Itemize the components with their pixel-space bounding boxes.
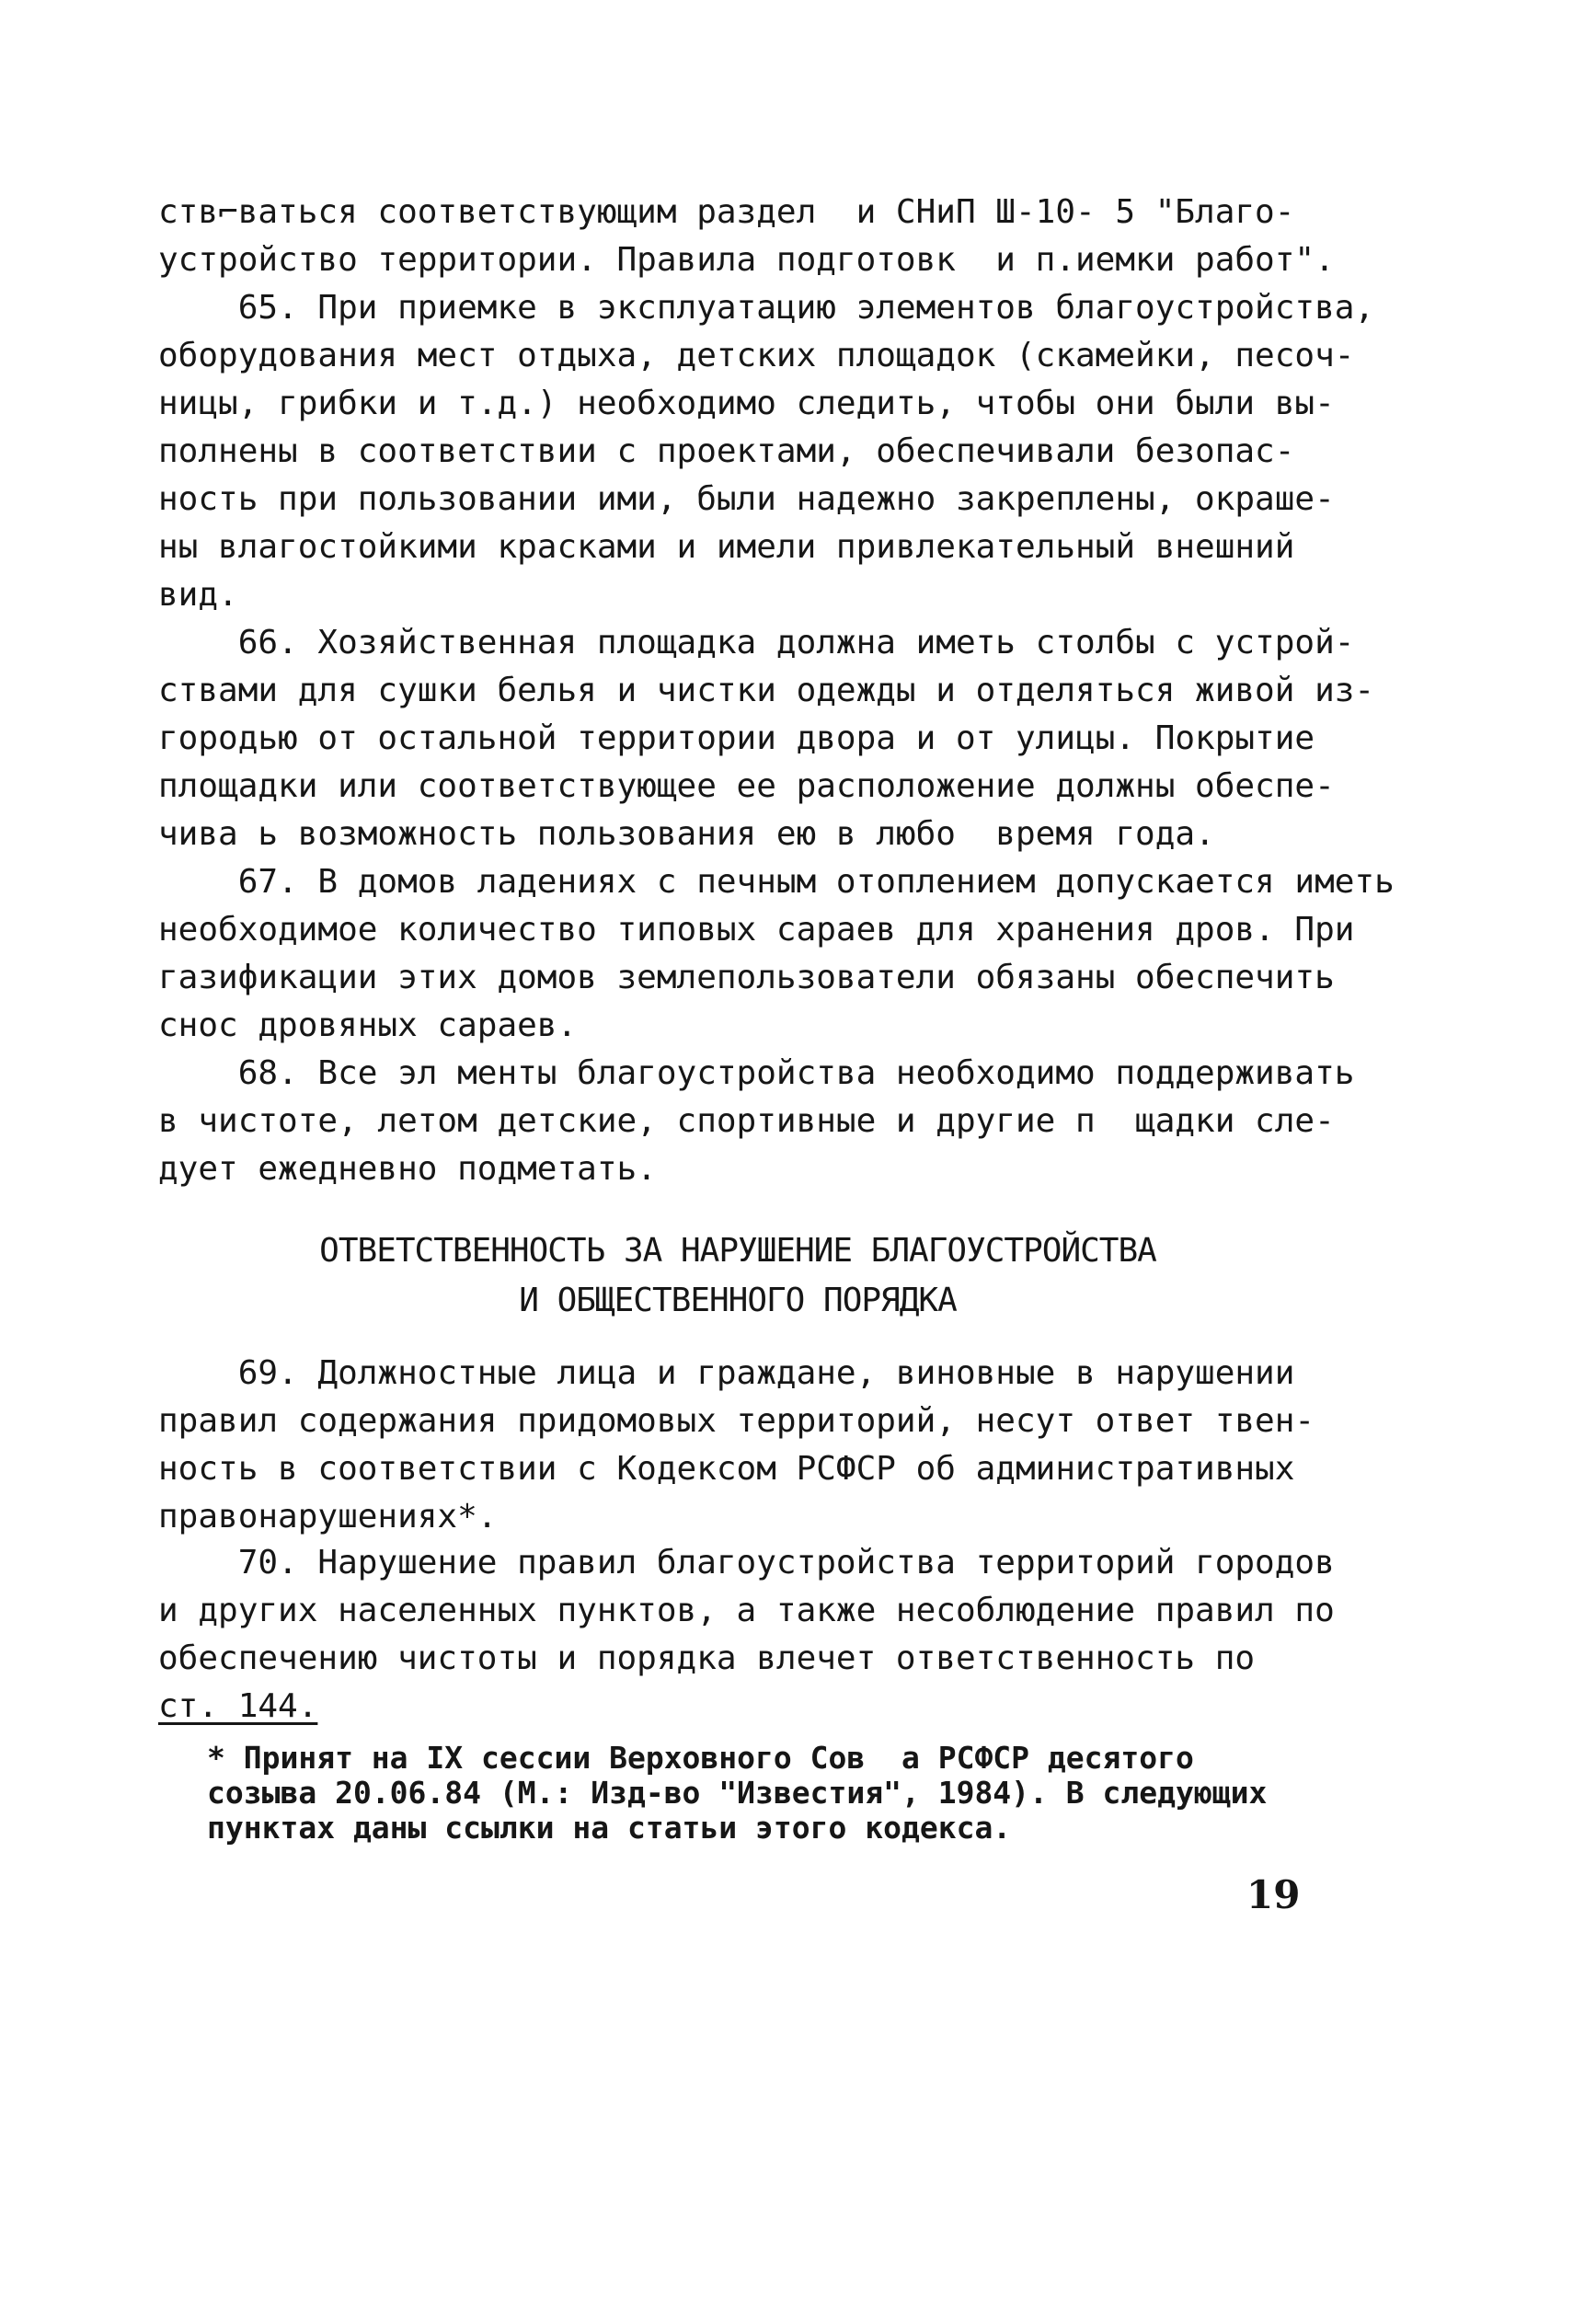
carryover-paragraph — [158, 189, 1335, 284]
text-line: необходимое количество типовых сараев для хранения дров. При — [158, 911, 1355, 949]
text-line: ны влагостойкими красками и имели привлекательный внешний — [158, 528, 1295, 566]
text-line: ствами для сушки белья и чистки одежды и отделяться живой из- — [158, 672, 1375, 709]
article-reference: ст. 144. — [158, 1687, 318, 1725]
text-line: 70. Нарушение правил благоустройства территорий городов — [158, 1544, 1335, 1582]
text-line: 67. В домов ладениях с печным отоплением допускается иметь — [158, 863, 1395, 901]
footnote-line: пунктах даны ссылки на статьи этого кодекса. — [207, 1810, 1012, 1846]
text-line: 68. Все эл менты благоустройства необходимо поддерживать — [158, 1054, 1355, 1092]
text-line: чива ь возможность пользования ею в любо время года. — [158, 815, 1215, 853]
text-line: ность в соответствии с Кодексом РСФСР об административных — [158, 1450, 1295, 1488]
text-line: устройство территории. Правила подготовк и п.иемки работ". — [158, 241, 1335, 279]
footnote-line: созыва 20.06.84 (М.: Изд-во "Известия", 1984). В следующих — [207, 1775, 1268, 1811]
section-heading — [158, 1226, 1317, 1326]
text-line: ницы, грибки и т.д.) необходимо следить, чтобы они были вы- — [158, 385, 1335, 422]
paragraph-66 — [158, 619, 1375, 858]
text-line: вид. — [158, 576, 238, 614]
text-line: правил содержания придомовых территорий, несут ответ твен- — [158, 1402, 1315, 1440]
text-line: правонарушениях*. — [158, 1498, 498, 1536]
text-line: дует ежедневно подметать. — [158, 1150, 657, 1188]
text-line: снос дровяных сараев. — [158, 1006, 578, 1044]
text-line: 66. Хозяйственная площадка должна иметь столбы с устрой- — [158, 624, 1355, 661]
paragraph-65 — [158, 284, 1375, 619]
text-line: ств⌐ваться соответствующим раздел и СНиП Ш-10- 5 "Благо- — [158, 193, 1295, 231]
text-line: газификации этих домов землепользователи обязаны обеспечить — [158, 959, 1335, 996]
paragraph-68 — [158, 1050, 1355, 1193]
paragraph-70 — [158, 1539, 1335, 1731]
footnote — [207, 1741, 1311, 1846]
text-line: обеспечению чистоты и порядка влечет ответственность по — [158, 1639, 1256, 1677]
text-line: 65. При приемке в эксплуатацию элементов благоустройства, — [158, 289, 1375, 327]
text-line: 69. Должностные лица и граждане, виновные в нарушении — [158, 1354, 1295, 1392]
text-line: оборудования мест отдыха, детских площадок (скамейки, песоч- — [158, 337, 1355, 374]
text-line: городью от остальной территории двора и от улицы. Покрытие — [158, 719, 1315, 757]
text-line: и других населенных пунктов, а также несоблюдение правил по — [158, 1592, 1335, 1629]
text-line: площадки или соответствующее ее расположение должны обеспе- — [158, 767, 1335, 805]
heading-line: И ОБЩЕСТВЕННОГО ПОРЯДКА — [519, 1282, 957, 1319]
footnote-line: * Принят на IX сессии Верховного Сов а РСФСР десятого — [207, 1740, 1194, 1776]
text-line: в чистоте, летом детские, спортивные и другие п щадки сле- — [158, 1102, 1335, 1140]
page-number: 19 — [1246, 1872, 1301, 1917]
text-line: полнены в соответствии с проектами, обеспечивали безопас- — [158, 432, 1295, 470]
text-line: ность при пользовании ими, были надежно закреплены, окраше- — [158, 480, 1335, 518]
paragraph-67 — [158, 858, 1395, 1050]
heading-line: ОТВЕТСТВЕННОСТЬ ЗА НАРУШЕНИЕ БЛАГОУСТРОЙСТВА — [319, 1232, 1156, 1270]
paragraph-69 — [158, 1350, 1317, 1541]
